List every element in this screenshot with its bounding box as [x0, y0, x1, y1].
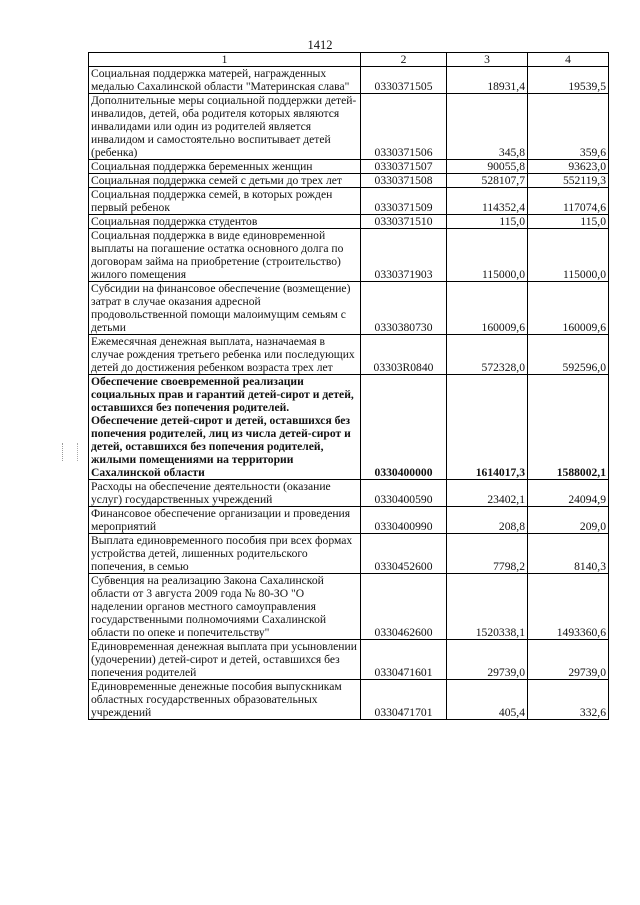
row-value-1: 29739,0: [447, 640, 528, 680]
table-row: [89, 94, 609, 160]
row-name: Субсидии на финансовое обеспечение (возмещение) затрат в случае оказания адресной продовольственной помощи малоимущим семьям с детьми: [89, 282, 361, 335]
row-name: Единовременная денежная выплата при усыновлении (удочерении) детей-сирот и детей, оставшихся без попечения родителей: [89, 640, 361, 680]
header-col-4: 4: [528, 53, 609, 67]
row-name: Обеспечение своевременной реализации социальных прав и гарантий детей-сирот и детей, оставшихся без попечения родителей. Обеспечение детей-сирот и детей, оставшихся без попечения родителей, лиц из числа детей-сирот и детей, оставшихся без попечения родителей, жилыми помещениями на территории Сахалинской области: [89, 375, 361, 480]
row-value-1: 345,8: [447, 94, 528, 160]
row-value-1: 90055,8: [447, 160, 528, 174]
row-value-2: 1588002,1: [528, 375, 609, 480]
row-code: 0330471601: [361, 640, 447, 680]
table-row: [89, 640, 609, 680]
row-code: 0330400000: [361, 375, 447, 480]
header-col-3: 3: [447, 53, 528, 67]
row-value-1: 528107,7: [447, 174, 528, 188]
row-code: 0330371505: [361, 67, 447, 94]
row-value-1: 114352,4: [447, 188, 528, 215]
table-row: [89, 680, 609, 720]
row-value-2: 1493360,6: [528, 574, 609, 640]
table-row: [89, 480, 609, 507]
row-code: 0330400590: [361, 480, 447, 507]
row-code: 0330371510: [361, 215, 447, 229]
row-value-2: 552119,3: [528, 174, 609, 188]
row-code: 0330371509: [361, 188, 447, 215]
row-name: Субвенция на реализацию Закона Сахалинской области от 3 августа 2009 года № 80-ЗО "О наделении органов местного самоуправления государственными полномочиями Сахалинской области по опеке и попечительству": [89, 574, 361, 640]
row-code: 0330471701: [361, 680, 447, 720]
row-name: Социальная поддержка семей с детьми до трех лет: [89, 174, 361, 188]
row-value-1: 160009,6: [447, 282, 528, 335]
row-name: Социальная поддержка матерей, награжденных медалью Сахалинской области "Материнская слава": [89, 67, 361, 94]
header-col-1: 1: [89, 53, 361, 67]
row-value-1: 18931,4: [447, 67, 528, 94]
row-code: 0330371508: [361, 174, 447, 188]
table-row: [89, 67, 609, 94]
row-value-2: 29739,0: [528, 640, 609, 680]
row-value-1: 208,8: [447, 507, 528, 534]
row-name: Расходы на обеспечение деятельности (оказание услуг) государственных учреждений: [89, 480, 361, 507]
table-row: [89, 507, 609, 534]
table-row: [89, 335, 609, 375]
row-code: 0330371903: [361, 229, 447, 282]
row-name: Социальная поддержка в виде единовременной выплаты на погашение остатка основного долга по договорам займа на приобретение (строительство) жилого помещения: [89, 229, 361, 282]
table-row: [89, 534, 609, 574]
table-row: [89, 174, 609, 188]
row-value-1: 115000,0: [447, 229, 528, 282]
row-value-2: 160009,6: [528, 282, 609, 335]
table-row: [89, 229, 609, 282]
row-name: Социальная поддержка беременных женщин: [89, 160, 361, 174]
row-name: Социальная поддержка студентов: [89, 215, 361, 229]
row-value-2: 115000,0: [528, 229, 609, 282]
budget-table: [88, 52, 609, 720]
row-name: Финансовое обеспечение организации и проведения мероприятий: [89, 507, 361, 534]
row-value-2: 592596,0: [528, 335, 609, 375]
row-value-2: 115,0: [528, 215, 609, 229]
row-name: Дополнительные меры социальной поддержки детей-инвалидов, детей, оба родителя которых являются инвалидами или один из родителей является инвалидом и самостоятельно воспитывает детей (ребенка): [89, 94, 361, 160]
row-code: 0330452600: [361, 534, 447, 574]
row-code: 0330462600: [361, 574, 447, 640]
table-row: [89, 574, 609, 640]
row-name: Единовременные денежные пособия выпускникам областных государственных образовательных учреждений: [89, 680, 361, 720]
row-value-2: 332,6: [528, 680, 609, 720]
table-row: [89, 160, 609, 174]
header-col-2: 2: [361, 53, 447, 67]
table-row: [89, 215, 609, 229]
row-value-2: 24094,9: [528, 480, 609, 507]
row-code: 0330400990: [361, 507, 447, 534]
row-value-1: 23402,1: [447, 480, 528, 507]
row-value-1: 1520338,1: [447, 574, 528, 640]
row-name: Выплата единовременного пособия при всех формах устройства детей, лишенных родительского попечения, в семью: [89, 534, 361, 574]
row-code: 03303R0840: [361, 335, 447, 375]
row-code: 0330371506: [361, 94, 447, 160]
row-value-2: 19539,5: [528, 67, 609, 94]
row-value-2: 209,0: [528, 507, 609, 534]
row-value-1: 1614017,3: [447, 375, 528, 480]
row-value-1: 7798,2: [447, 534, 528, 574]
page-number: 1412: [307, 38, 333, 52]
row-code: 0330380730: [361, 282, 447, 335]
row-value-1: 115,0: [447, 215, 528, 229]
table-row: [89, 188, 609, 215]
row-value-1: 405,4: [447, 680, 528, 720]
header-row: [89, 53, 609, 67]
row-value-2: 117074,6: [528, 188, 609, 215]
row-value-1: 572328,0: [447, 335, 528, 375]
row-value-2: 8140,3: [528, 534, 609, 574]
row-name: Социальная поддержка семей, в которых рожден первый ребенок: [89, 188, 361, 215]
row-value-2: 359,6: [528, 94, 609, 160]
row-name: Ежемесячная денежная выплата, назначаемая в случае рождения третьего ребенка или последующих детей до достижения ребенком возраста трех лет: [89, 335, 361, 375]
table-row: [89, 375, 609, 480]
row-code: 0330371507: [361, 160, 447, 174]
scan-artifact: [62, 443, 78, 461]
table-row: [89, 282, 609, 335]
row-value-2: 93623,0: [528, 160, 609, 174]
